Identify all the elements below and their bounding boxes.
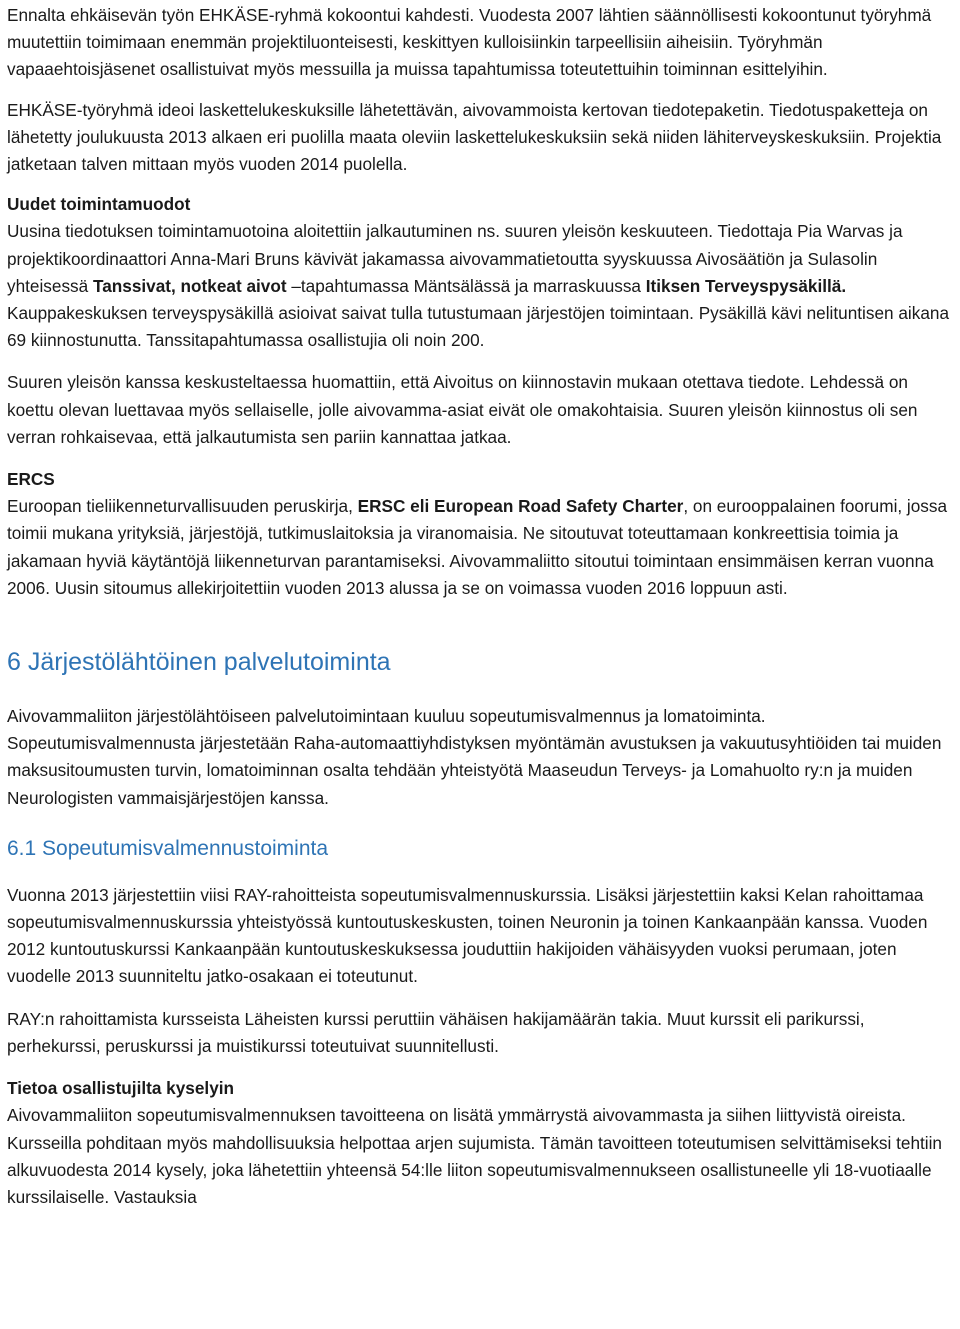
- paragraph-service-activities: Aivovammaliiton järjestölähtöiseen palvelutoimintaan kuuluu sopeutumisvalmennus ja lomatoiminta. Sopeutumisvalmennusta järjestetään Raha-automaattiyhdistyksen myöntämän avustuksen ja vakuutusyhtiöiden tai muiden maksusitoumusten turvin, lomatoiminnan osalta tehdään yhteistyötä Maaseudun Terveys- ja Lomahuolto ry:n ja muiden Neurologisten vammaisjärjestöjen kanssa.: [7, 706, 942, 808]
- paragraph-info-package: EHKÄSE-työryhmä ideoi laskettelukeskuksille lähetettävän, aivovammoista kertovan tiedotepaketin. Tiedotuspaketteja on lähetetty joulukuusta 2013 alkaen eri puolilla maata oleviin laskettelukeskuksiin sekä niiden lähiterveyskeskuksiin. Projektia jatketaan talven mittaan myös vuoden 2014 puolella.: [7, 99, 942, 175]
- bold-event-name: Tanssivat, notkeat aivot: [92, 275, 292, 296]
- paragraph-survey: Aivovammaliiton sopeutumisvalmennuksen tavoitteena on lisätä ymmärrystä aivovammasta ja siihen liittyvistä oireista. Kursseilla pohditaan myös mahdollisuuksia helpottaa arjen sujumista. Tämän tavoitteen toteutumisen selvittämiseksi tehtiin alkuvuodesta 2014 kysely, joka lähetettiin yhteensä 54:lle liiton sopeutumisvalmennukseen osallistuneelle yli 18-vuotiaalle kurssilaiselle. Vastauksia: [7, 1105, 942, 1207]
- heading-survey: Tietoa osallistujilta kyselyin: [7, 1078, 235, 1099]
- text-run: Kauppakeskuksen terveyspysäkillä asioivat saivat tulla tutustumaan järjestöjen toimintaan. Pysäkillä kävi nelituntisen aikana 69 kiinnostunutta. Tanssitapahtumassa osallistujia oli noin 200.: [7, 303, 949, 351]
- heading-new-activities: Uudet toimintamuodot: [7, 194, 191, 215]
- text-run: , on eurooppalainen foorumi, jossa toimii mukana yrityksiä, järjestöjä, tutkimuslaitoksia ja viranomaisia. Ne sitoutuvat toteuttamaan konkreettisia toimia ja jakamaan hyviä käytäntöjä liikenneturvan parantamiseksi. Aivovammaliitto sitoutui toimintaan ensimmäisen kerran vuonna 2006. Uusin sitoumus allekirjoitettiin vuoden 2013 alussa ja se on voimassa vuoden 2016 loppuun asti.: [7, 496, 948, 598]
- heading-ercs: ERCS: [7, 469, 55, 490]
- paragraph-ehkase-meetings: Ennalta ehkäisevän työn EHKÄSE-ryhmä kokoontui kahdesti. Vuodesta 2007 lähtien säännöllisesti kokoontunut työryhmä muutettiin toimimaan enemmän projektiluonteisesti, keskittyen kulloisiinkin tarpeellisiin aiheisiin. Työryhmän vapaaehtoisjäsenet osallistuivat myös messuilla ja muissa tapahtumissa toteutettuihin toiminnan esittelyihin.: [7, 5, 932, 80]
- text-run: Uusina tiedotuksen toimintamuotoina aloitettiin jalkautuminen ns. suuren yleisön keskuuteen. Tiedottaja Pia Warvas ja projektikoordinaattori Anna-Mari Bruns kävivät jakamassa aivovammatietoutta syyskuussa Aivosäätiön ja Sulasolin yhteisessä: [7, 221, 903, 296]
- section-new-activities: [7, 191, 951, 354]
- paragraph-ercs: [7, 493, 951, 602]
- paragraph-courses-2013: Vuonna 2013 järjestettiin viisi RAY-rahoitteista sopeutumisvalmennuskurssia. Lisäksi järjestettiin kaksi Kelan rahoittamaa sopeutumisvalmennuskurssia yhteistyössä kuntoutuskeskusten, toinen Neuronin ja toinen Kankaanpään kanssa. Vuoden 2012 kuntoutuskurssi Kankaanpään kuntoutuskeskuksessa jouduttiin hakijoiden vähäisyyden vuoksi perumaan, joten vuodelle 2013 suunniteltu jatko-osakaan ei toteutunut.: [7, 884, 928, 987]
- section-ercs: [7, 466, 951, 602]
- text-run: –tapahtumassa Mäntsälässä ja marraskuussa: [291, 275, 646, 296]
- paragraph-new-activities: [7, 218, 951, 354]
- section-6-title: 6 Järjestölähtöinen palvelutoiminta: [7, 648, 391, 677]
- bold-venue-name: Itiksen Terveyspysäkillä.: [645, 275, 847, 296]
- section-survey: [7, 1075, 951, 1211]
- section-6-1-title: 6.1 Sopeutumisvalmennustoiminta: [7, 836, 329, 860]
- bold-charter-name: ERSC eli European Road Safety Charter: [357, 496, 684, 517]
- text-run: Euroopan tieliikenneturvallisuuden peruskirja,: [7, 496, 358, 517]
- paragraph-ray-courses: RAY:n rahoittamista kursseista Läheisten kurssi peruttiin vähäisen hakijamäärän takia. Muut kurssit eli parikurssi, perhekurssi, peruskurssi ja muistikurssi toteutuivat suunnitellusti.: [7, 1008, 865, 1056]
- paragraph-public-feedback: Suuren yleisön kanssa keskusteltaessa huomattiin, että Aivoitus on kiinnostavin mukaan otettava tiedote. Lehdessä on koettu olevan luettavaa myös sellaiselle, jolle aivovamma-asiat eivät ole omakohtaisia. Suuren yleisön kiinnostus oli sen verran rohkaisevaa, että jalkautumista sen pariin kannattaa jatkaa.: [7, 372, 918, 447]
